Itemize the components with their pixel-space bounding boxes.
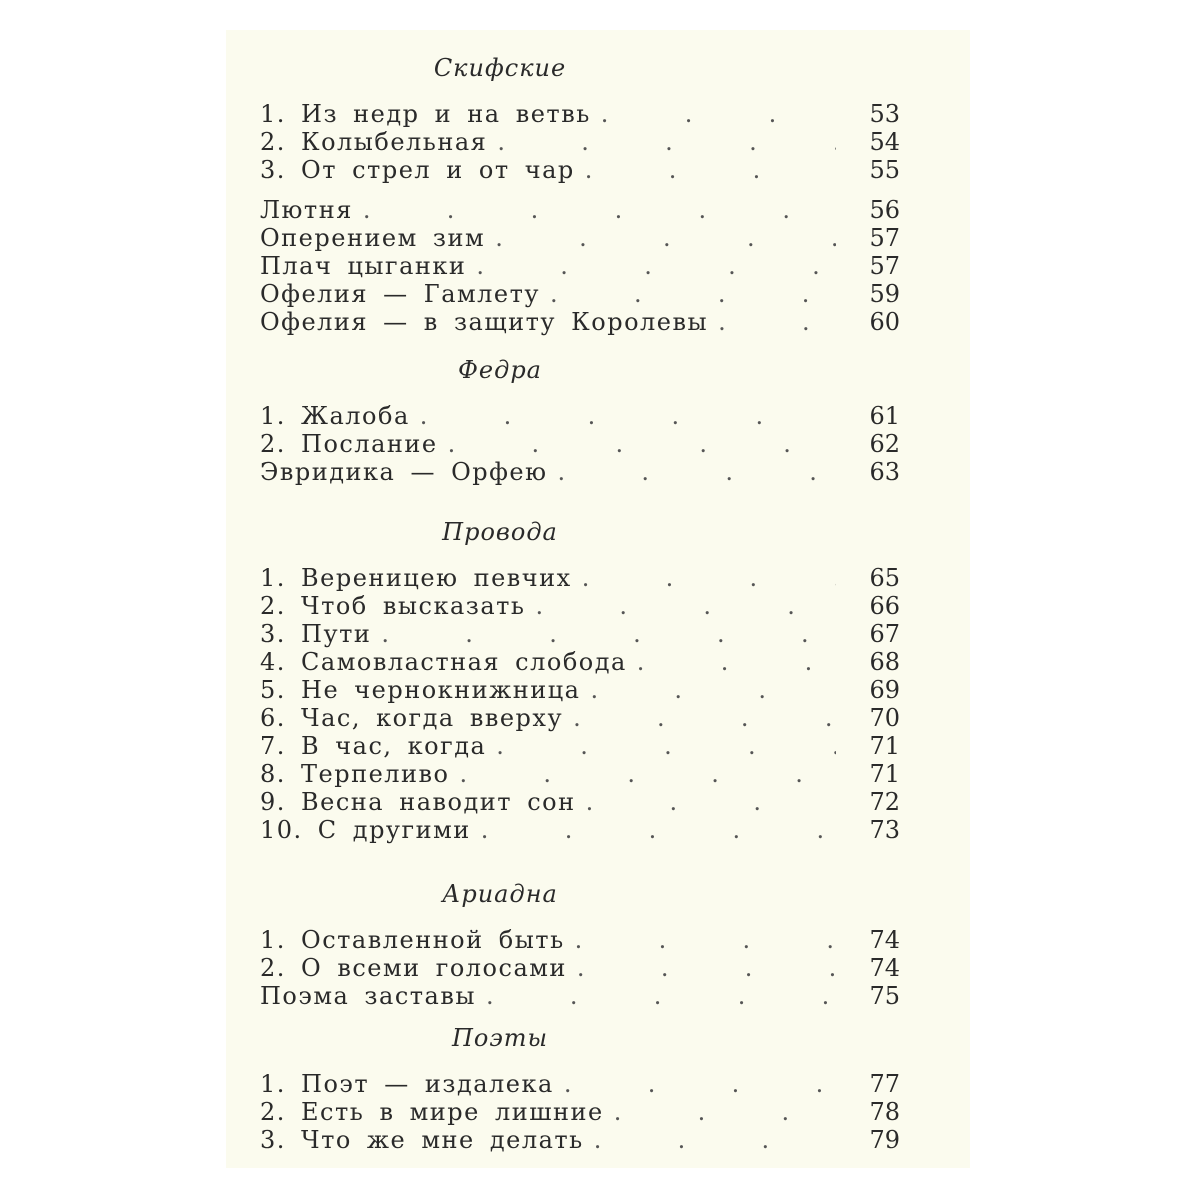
entry-title: 1. Из недр и на ветвь xyxy=(260,100,591,128)
dot-leader xyxy=(536,592,837,620)
section-heading: Провода xyxy=(442,518,558,546)
dot-leader xyxy=(460,760,836,788)
entry-title: 7. В час, когда xyxy=(260,732,487,760)
toc-entry xyxy=(260,1098,900,1126)
entry-page-number: 67 xyxy=(869,620,900,648)
dot-leader xyxy=(577,954,836,982)
entry-title: Поэма заставы xyxy=(260,982,476,1010)
entry-page-number: 68 xyxy=(869,648,900,676)
dot-leader xyxy=(550,280,836,308)
toc-entry xyxy=(260,1070,900,1098)
toc-entry xyxy=(260,100,900,128)
dot-leader xyxy=(363,196,836,224)
toc-section xyxy=(260,1022,900,1154)
dot-leader xyxy=(558,458,837,486)
entry-title: 1. Вереницею певчих xyxy=(260,564,572,592)
dot-leader xyxy=(614,1098,836,1126)
entry-title: 10. С другими xyxy=(260,816,471,844)
dot-leader xyxy=(575,926,836,954)
entry-title: 8. Терпеливо xyxy=(260,760,450,788)
entry-page-number: 65 xyxy=(869,564,900,592)
toc-entry xyxy=(260,788,900,816)
entry-page-number: 59 xyxy=(869,280,900,308)
entry-page-number: 63 xyxy=(869,458,900,486)
entry-title: Эвридика — Орфею xyxy=(260,458,548,486)
entry-title: 2. Чтоб высказать xyxy=(260,592,526,620)
dot-leader xyxy=(448,430,836,458)
toc-entry xyxy=(260,280,900,308)
toc-section xyxy=(260,516,900,844)
toc-entry xyxy=(260,816,900,844)
entry-title: 3. Что же мне делать xyxy=(260,1126,584,1154)
section-heading: Ариадна xyxy=(442,880,558,908)
toc-entry xyxy=(260,954,900,982)
table-of-contents xyxy=(260,52,900,1166)
toc-entry xyxy=(260,224,900,252)
entry-page-number: 77 xyxy=(869,1070,900,1098)
entry-page-number: 55 xyxy=(869,156,900,184)
entry-title: Оперением зим xyxy=(260,224,486,252)
toc-entry xyxy=(260,564,900,592)
entry-page-number: 66 xyxy=(869,592,900,620)
entry-title: Офелия — в защиту Королевы xyxy=(260,308,709,336)
entry-page-number: 62 xyxy=(869,430,900,458)
toc-entry xyxy=(260,648,900,676)
entry-title: 3. От стрел и от чар xyxy=(260,156,575,184)
entry-page-number: 79 xyxy=(869,1126,900,1154)
dot-leader xyxy=(601,100,836,128)
toc-entry xyxy=(260,156,900,184)
entry-title: 3. Пути xyxy=(260,620,372,648)
dot-leader xyxy=(586,788,836,816)
entry-page-number: 53 xyxy=(869,100,900,128)
toc-section xyxy=(260,52,900,336)
dot-leader xyxy=(718,308,836,336)
book-page xyxy=(226,30,970,1168)
entry-page-number: 56 xyxy=(869,196,900,224)
entry-title: 1. Оставленной быть xyxy=(260,926,565,954)
toc-entry xyxy=(260,308,900,336)
toc-entry xyxy=(260,926,900,954)
dot-leader xyxy=(496,732,836,760)
dot-leader xyxy=(590,676,836,704)
toc-entry xyxy=(260,196,900,224)
entry-page-number: 74 xyxy=(869,926,900,954)
entry-page-number: 60 xyxy=(869,308,900,336)
section-heading: Поэты xyxy=(451,1024,549,1052)
dot-leader xyxy=(381,620,836,648)
toc-entry xyxy=(260,252,900,280)
dot-leader xyxy=(585,156,836,184)
dot-leader xyxy=(594,1126,836,1154)
entry-page-number: 54 xyxy=(869,128,900,156)
entry-title: 2. Есть в мире лишние xyxy=(260,1098,604,1126)
dot-leader xyxy=(495,224,836,252)
entry-title: Плач цыганки xyxy=(260,252,467,280)
dot-leader xyxy=(420,402,836,430)
entry-title: Офелия — Гамлету xyxy=(260,280,541,308)
entry-title: 6. Час, когда вверху xyxy=(260,704,564,732)
toc-entry xyxy=(260,620,900,648)
entry-page-number: 74 xyxy=(869,954,900,982)
section-heading: Скифские xyxy=(433,54,567,82)
dot-leader xyxy=(582,564,836,592)
toc-entry xyxy=(260,592,900,620)
toc-section xyxy=(260,878,900,1010)
section-heading: Федра xyxy=(457,356,542,384)
group-gap xyxy=(260,184,900,196)
toc-section xyxy=(260,354,900,486)
entry-page-number: 57 xyxy=(869,224,900,252)
dot-leader xyxy=(573,704,836,732)
toc-entry xyxy=(260,760,900,788)
dot-leader xyxy=(486,982,836,1010)
entry-page-number: 71 xyxy=(869,732,900,760)
entry-page-number: 72 xyxy=(869,788,900,816)
entry-title: 9. Весна наводит сон xyxy=(260,788,576,816)
entry-page-number: 61 xyxy=(869,402,900,430)
entry-title: 2. Послание xyxy=(260,430,438,458)
toc-entry xyxy=(260,430,900,458)
dot-leader xyxy=(497,128,836,156)
toc-entry xyxy=(260,676,900,704)
dot-leader xyxy=(564,1070,836,1098)
toc-entry xyxy=(260,704,900,732)
entry-title: 2. Колыбельная xyxy=(260,128,488,156)
toc-entry xyxy=(260,982,900,1010)
entry-title: 5. Не чернокнижница xyxy=(260,676,581,704)
toc-entry xyxy=(260,458,900,486)
dot-leader xyxy=(476,252,836,280)
entry-title: Лютня xyxy=(260,196,353,224)
toc-entry xyxy=(260,128,900,156)
entry-page-number: 71 xyxy=(869,760,900,788)
entry-title: 4. Самовластная слобода xyxy=(260,648,627,676)
entry-title: 2. О всеми голосами xyxy=(260,954,567,982)
toc-entry xyxy=(260,1126,900,1154)
toc-entry xyxy=(260,402,900,430)
entry-page-number: 70 xyxy=(869,704,900,732)
entry-page-number: 69 xyxy=(869,676,900,704)
toc-entry xyxy=(260,732,900,760)
dot-leader xyxy=(637,648,836,676)
entry-page-number: 78 xyxy=(869,1098,900,1126)
entry-title: 1. Жалоба xyxy=(260,402,410,430)
entry-title: 1. Поэт — издалека xyxy=(260,1070,554,1098)
entry-page-number: 73 xyxy=(869,816,900,844)
entry-page-number: 57 xyxy=(869,252,900,280)
dot-leader xyxy=(481,816,836,844)
entry-page-number: 75 xyxy=(869,982,900,1010)
